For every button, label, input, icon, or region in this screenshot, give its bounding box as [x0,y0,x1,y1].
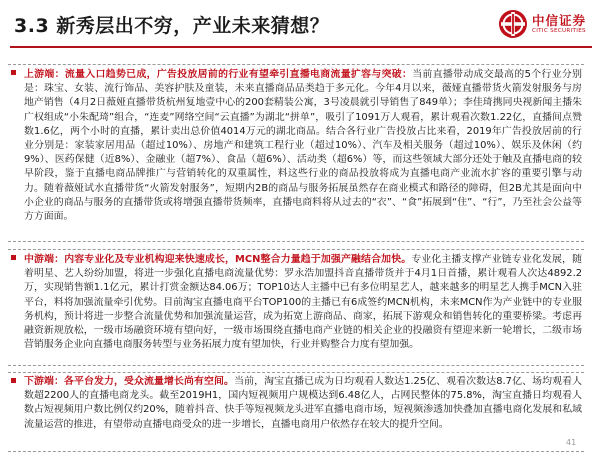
header-divider [10,46,592,48]
section-midstream [8,249,584,366]
citic-securities-logo-icon [498,9,528,39]
section-paragraph [8,375,584,432]
page-number: 41 [566,438,577,447]
section-upstream [8,64,584,242]
slide-header [0,0,600,46]
brand-name-en: CITIC SECURITIES [532,28,586,34]
brand-logo [498,7,594,41]
section-body: 当前，淘宝直播已成为日均观看人数达1.25亿、观看次数达8.7亿、场均观看人数超2200人的直播电商龙头。截至2019H1，国内短视频用户规模达到6.48亿人，占网民整体的75.8%，淘宝直播日均观看人数占短视频用户数比例仅约20%，随着抖音、快手等短视频龙头进军直播电商市场，短视频渗透加快叠加直播电商化发展和私域流量运营的推进，有望带动直播电商受众的进一步增长，直播电商用户依然存在较大的提升空间。 [24,376,582,430]
section-lead: 中游端：内容专业化及专业机构迎来快速成长，MCN整合力量趋于加强产融结合加快。 [24,254,412,265]
section-lead: 上游端：流量入口趋势已成，广告投放居前的行业有望牵引直播电商流量扩容与突破： [24,69,413,80]
section-body: 专业化主播支撑产业链专业化发展，随着明星、艺人纷纷加盟，将进一步强化直播电商流量优势：罗永浩加盟抖音直播带货并于4月1日首播，累计观看人次达4892.2万，实现销售额1.1亿元，累计打赏金额达84.06万；TOP10达人主播中已有多位明星艺人，越来越多的明星艺人携手MCN入驻平台，料将加强流量牵引优势。目前淘宝直播电商平台TOP100的主播已有6成签约MCN机构，未来MCN作为产业链中的专业服务机构，预计将进一步整合流量优势和加强流量运营，成为拓宽上游商品、商家，拓展下游观众和销售转化的重要桥梁。考虑再融资新规放松，一级市场融资环境有望向好，一级市场围绕直播电商产业链的相关企业的投融资有望迎来新一轮增长，二级市场营销服务企业向直播电商服务转型与业务拓展力度有望加快，行业并购整合力度有望加强。 [24,254,582,351]
section-downstream [8,372,584,452]
section-paragraph [8,253,584,352]
page-title: 3.3 新秀层出不穷，产业未来猜想？ [14,15,330,37]
brand-name-cn: 中信证券 [532,13,587,28]
section-lead: 下游端：各平台发力，受众流量增长尚有空间。 [24,376,235,387]
section-body: 当前直播带动成交最高的5个行业分别是：珠宝、女装、流行饰品、美容护肤及童装，未来直播商品品类趋于多元化。今年4月以来，薇娅直播带货火箭发射服务与房地产销售（4月2日薇娅直播带货杭州复地壹中心的200套精装公寓，3号凌晨就引导销售了849单）；李佳琦携同央视新闻主播朱广权组成“小朱配琦”组合，“连麦”网络空间“云直播”为湖北“拼单”，吸引了1091万人观看，累计观看次数1.22亿，直播间点赞数1.6亿，两个小时的直播，累计卖出总价值4014万元的湖北商品。结合各行业广告投放占比来看，2019年广告投放居前的行业分别是：家装家居用品（超过10%）、房地产和建筑工程行业（超过10%）、汽车及相关服务（超过10%）、娱乐及休闲（约9%）、医药保健（近8%）、金融业（超7%）、食品（超6%）、活动类（超6%）等，而这些领域大部分还处于触及直播电商的较早阶段，鉴于直播电商品牌推广与营销转化的双重属性，料这些行业的商品投放将成为直播电商产业流水扩容的重要引擎与动力。随着薇娅试水直播带货“火箭发射服务”，短期内2B的商品与服务拓展虽然存在商业模式和路径的障碍，但2B尤其是面向中小企业的商品与服务的直播带货或将增强直播带货频率，直播电商料将从过去的“衣”、“食”拓展到“住”、“行”，乃至社会公益等方方面面。 [24,69,582,223]
section-paragraph [8,68,584,224]
